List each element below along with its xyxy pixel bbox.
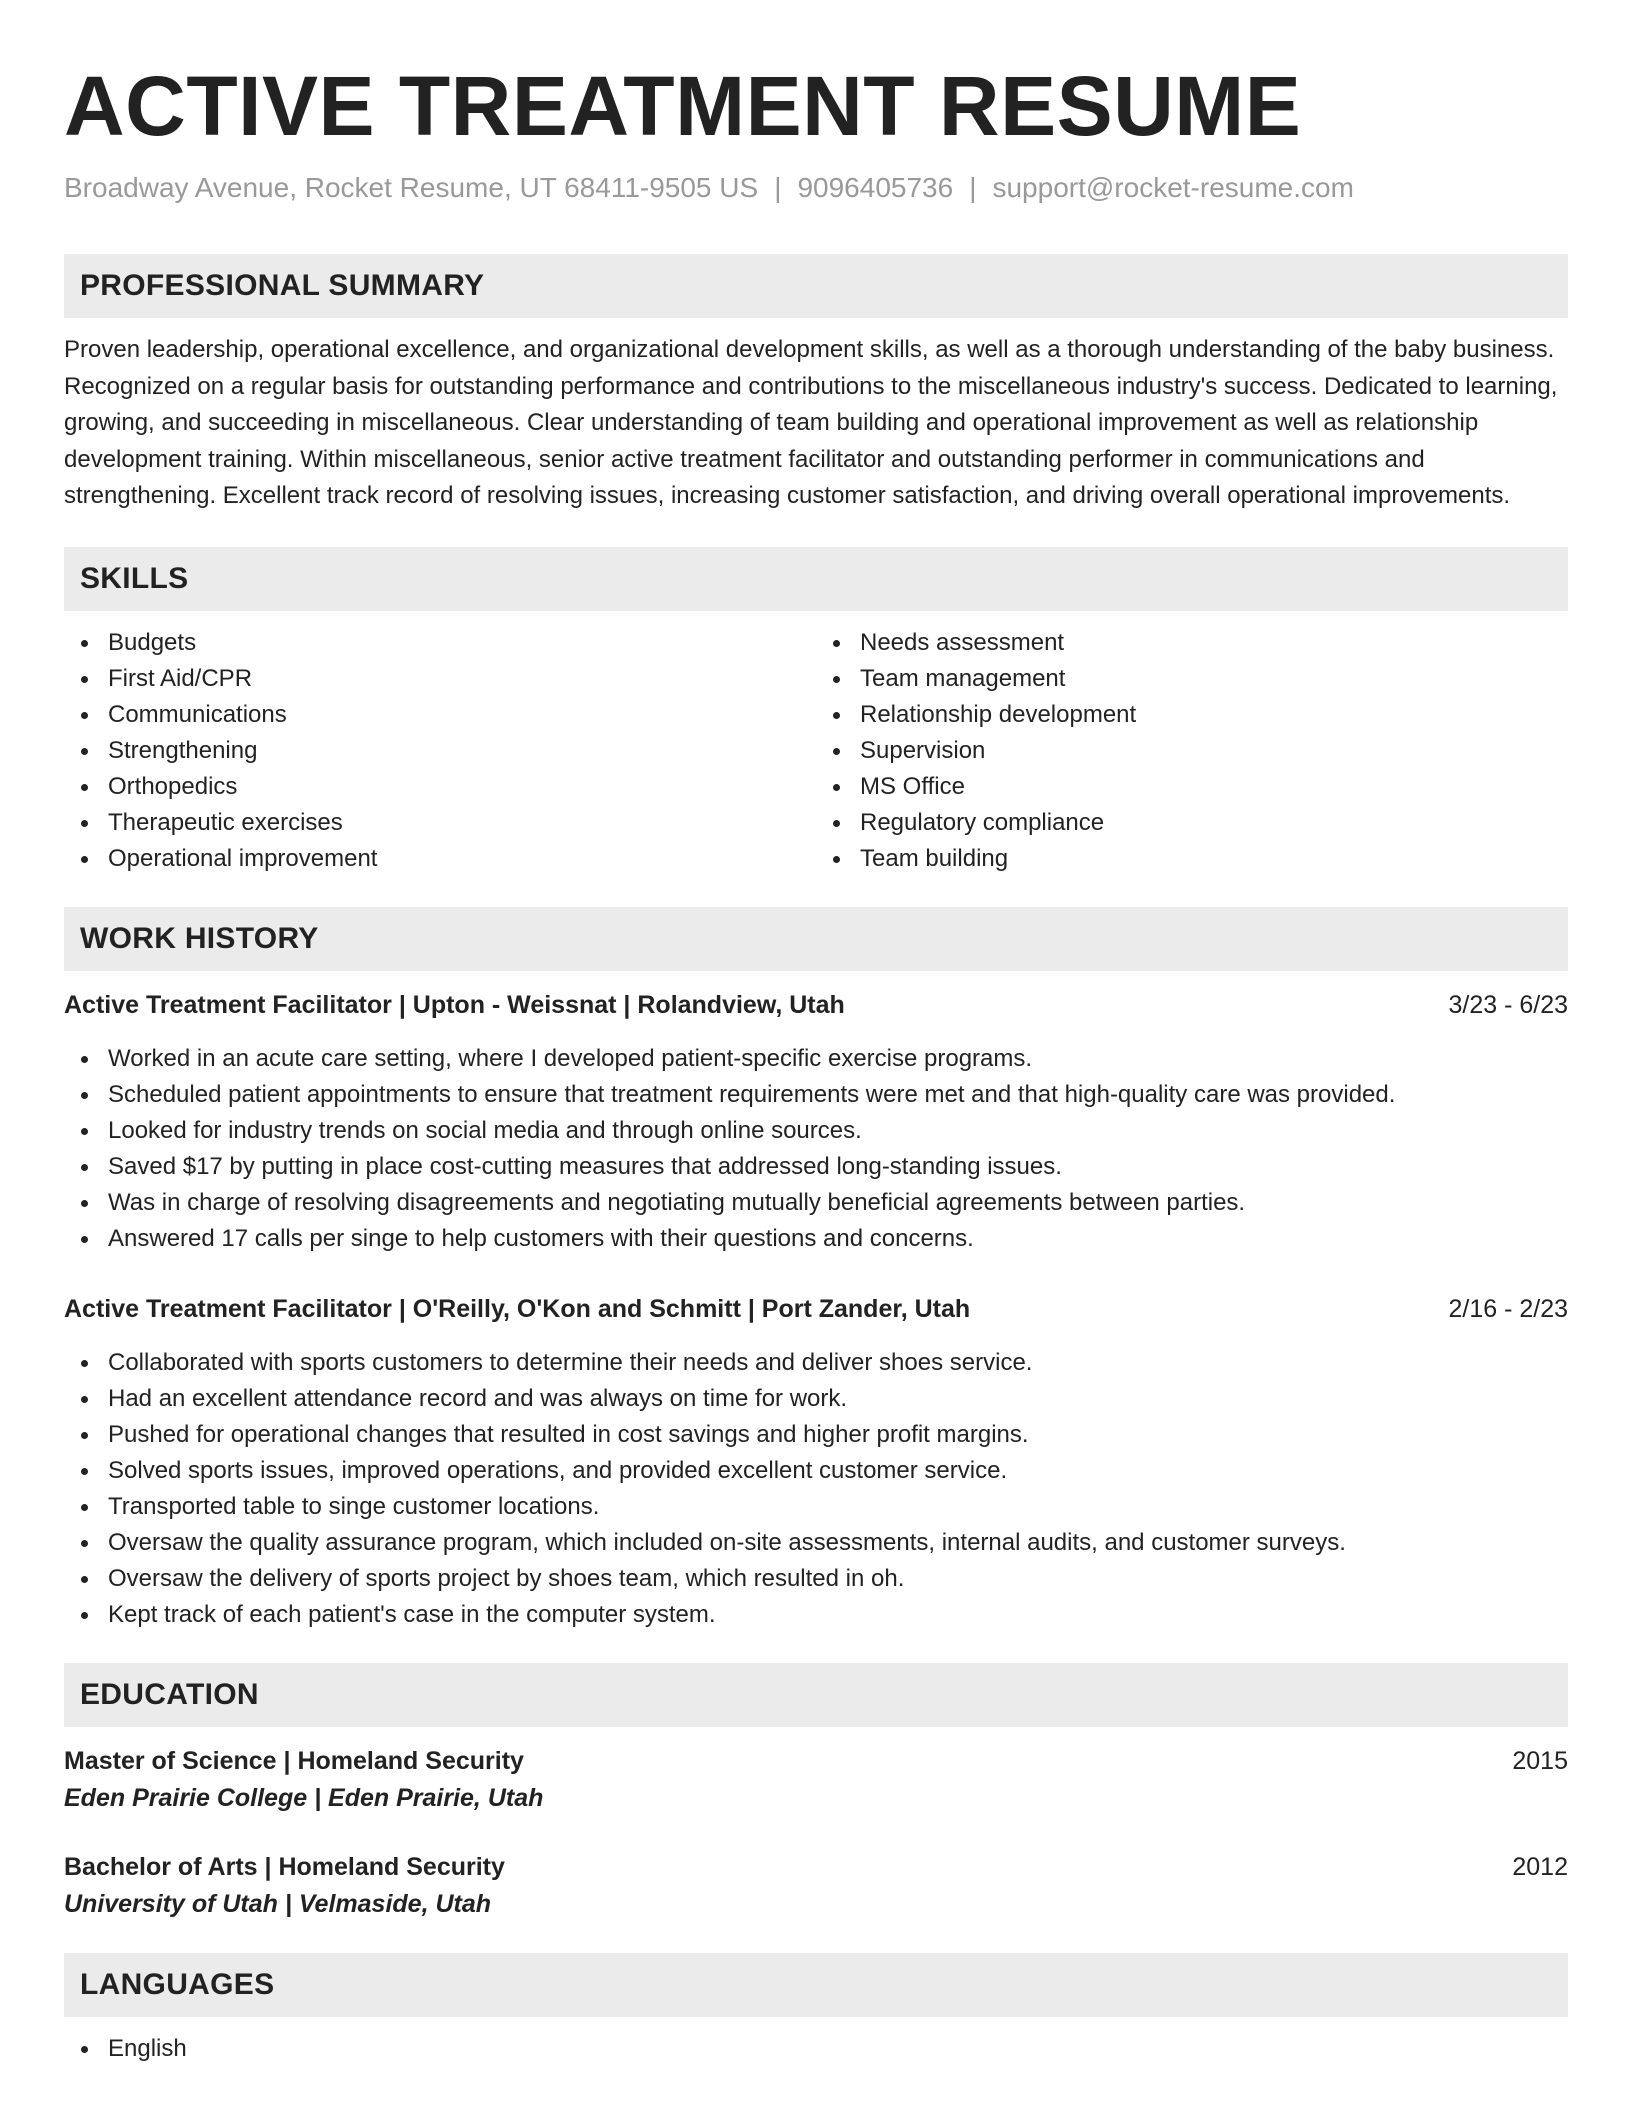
job-bullets [64,1041,1568,1257]
job-bullet: Oversaw the delivery of sports project by shoes team, which resulted in oh. [64,1561,1568,1597]
job-bullet: Worked in an acute care setting, where I developed patient-specific exercise programs. [64,1041,1568,1077]
contact-phone: 9096405736 [797,172,954,203]
education-degree: Master of Science | Homeland Security [64,1746,524,1775]
skill-item: First Aid/CPR [64,661,816,697]
education-entry [64,1743,1568,1817]
languages-list [64,2031,1568,2067]
job-header [64,1291,1568,1327]
contact-email: support@rocket-resume.com [992,172,1354,203]
job-dates: 3/23 - 6/23 [1448,990,1568,1019]
summary-text: Proven leadership, operational excellence, and organizational development skills, as well as a thorough understanding of the baby business. Recognized on a regular basis for outstanding performance and contributions to the miscellaneous industry's success. Dedicated to learning, growing, and succeeding in miscellaneous. Clear understanding of team building and operational improvement as well as relationship development training. Within miscellaneous, senior active treatment facilitator and outstanding performer in communications and strengthening. Excellent track record of resolving issues, increasing customer satisfaction, and driving overall operational improvements. [64,336,1558,509]
job-entry [64,1291,1568,1633]
skills-grid [64,625,1568,877]
job-bullet: Transported table to singe customer locations. [64,1489,1568,1525]
language-item: English [64,2031,1568,2067]
job-bullet: Collaborated with sports customers to determine their needs and deliver shoes service. [64,1345,1568,1381]
skill-item: Regulatory compliance [816,805,1568,841]
job-header [64,987,1568,1023]
job-bullet: Was in charge of resolving disagreements and negotiating mutually beneficial agreements between parties. [64,1185,1568,1221]
job-bullet: Answered 17 calls per singe to help customers with their questions and concerns. [64,1221,1568,1257]
skill-item: Team building [816,841,1568,877]
section-header-education: EDUCATION [64,1663,1568,1727]
section-header-skills: SKILLS [64,547,1568,611]
education-entry [64,1849,1568,1923]
job-bullet: Had an excellent attendance record and was always on time for work. [64,1381,1568,1417]
education-header [64,1849,1568,1885]
job-bullet: Pushed for operational changes that resulted in cost savings and higher profit margins. [64,1417,1568,1453]
skill-item: Communications [64,697,816,733]
job-dates: 2/16 - 2/23 [1448,1294,1568,1323]
education-school: Eden Prairie College | Eden Prairie, Utah [64,1783,544,1812]
education-degree: Bachelor of Arts | Homeland Security [64,1852,505,1881]
contact-separator: | [969,172,977,203]
job-bullet: Scheduled patient appointments to ensure that treatment requirements were met and that high-quality care was provided. [64,1077,1568,1113]
section-header-work-history: WORK HISTORY [64,907,1568,971]
job-bullet: Kept track of each patient's case in the computer system. [64,1597,1568,1633]
job-bullet: Looked for industry trends on social media and through online sources. [64,1113,1568,1149]
contact-address: Broadway Avenue, Rocket Resume, UT 68411-9505 US [64,172,759,203]
skill-item: Team management [816,661,1568,697]
skill-item: Budgets [64,625,816,661]
skill-item: Relationship development [816,697,1568,733]
skill-item: Therapeutic exercises [64,805,816,841]
contact-line [64,170,1568,206]
skill-item: Orthopedics [64,769,816,805]
job-bullet: Oversaw the quality assurance program, which included on-site assessments, internal audits, and customer surveys. [64,1525,1568,1561]
job-bullets [64,1345,1568,1633]
education-school: University of Utah | Velmaside, Utah [64,1889,492,1918]
section-header-languages: LANGUAGES [64,1953,1568,2017]
skill-item: Supervision [816,733,1568,769]
education-year: 2015 [1512,1746,1568,1775]
job-entry [64,987,1568,1257]
job-title: Active Treatment Facilitator | O'Reilly, O'Kon and Schmitt | Port Zander, Utah [64,1294,971,1323]
skill-item: Operational improvement [64,841,816,877]
resume-title: ACTIVE TREATMENT RESUME [64,59,1302,153]
skills-column-right [816,625,1568,877]
education-header [64,1743,1568,1779]
education-year: 2012 [1512,1852,1568,1881]
skill-item: Strengthening [64,733,816,769]
contact-separator: | [774,172,782,203]
skill-item: Needs assessment [816,625,1568,661]
job-title: Active Treatment Facilitator | Upton - Weissnat | Rolandview, Utah [64,990,845,1019]
skills-column-left [64,625,816,877]
skill-item: MS Office [816,769,1568,805]
job-bullet: Solved sports issues, improved operations, and provided excellent customer service. [64,1453,1568,1489]
job-bullet: Saved $17 by putting in place cost-cutting measures that addressed long-standing issues. [64,1149,1568,1185]
section-header-summary: PROFESSIONAL SUMMARY [64,254,1568,318]
